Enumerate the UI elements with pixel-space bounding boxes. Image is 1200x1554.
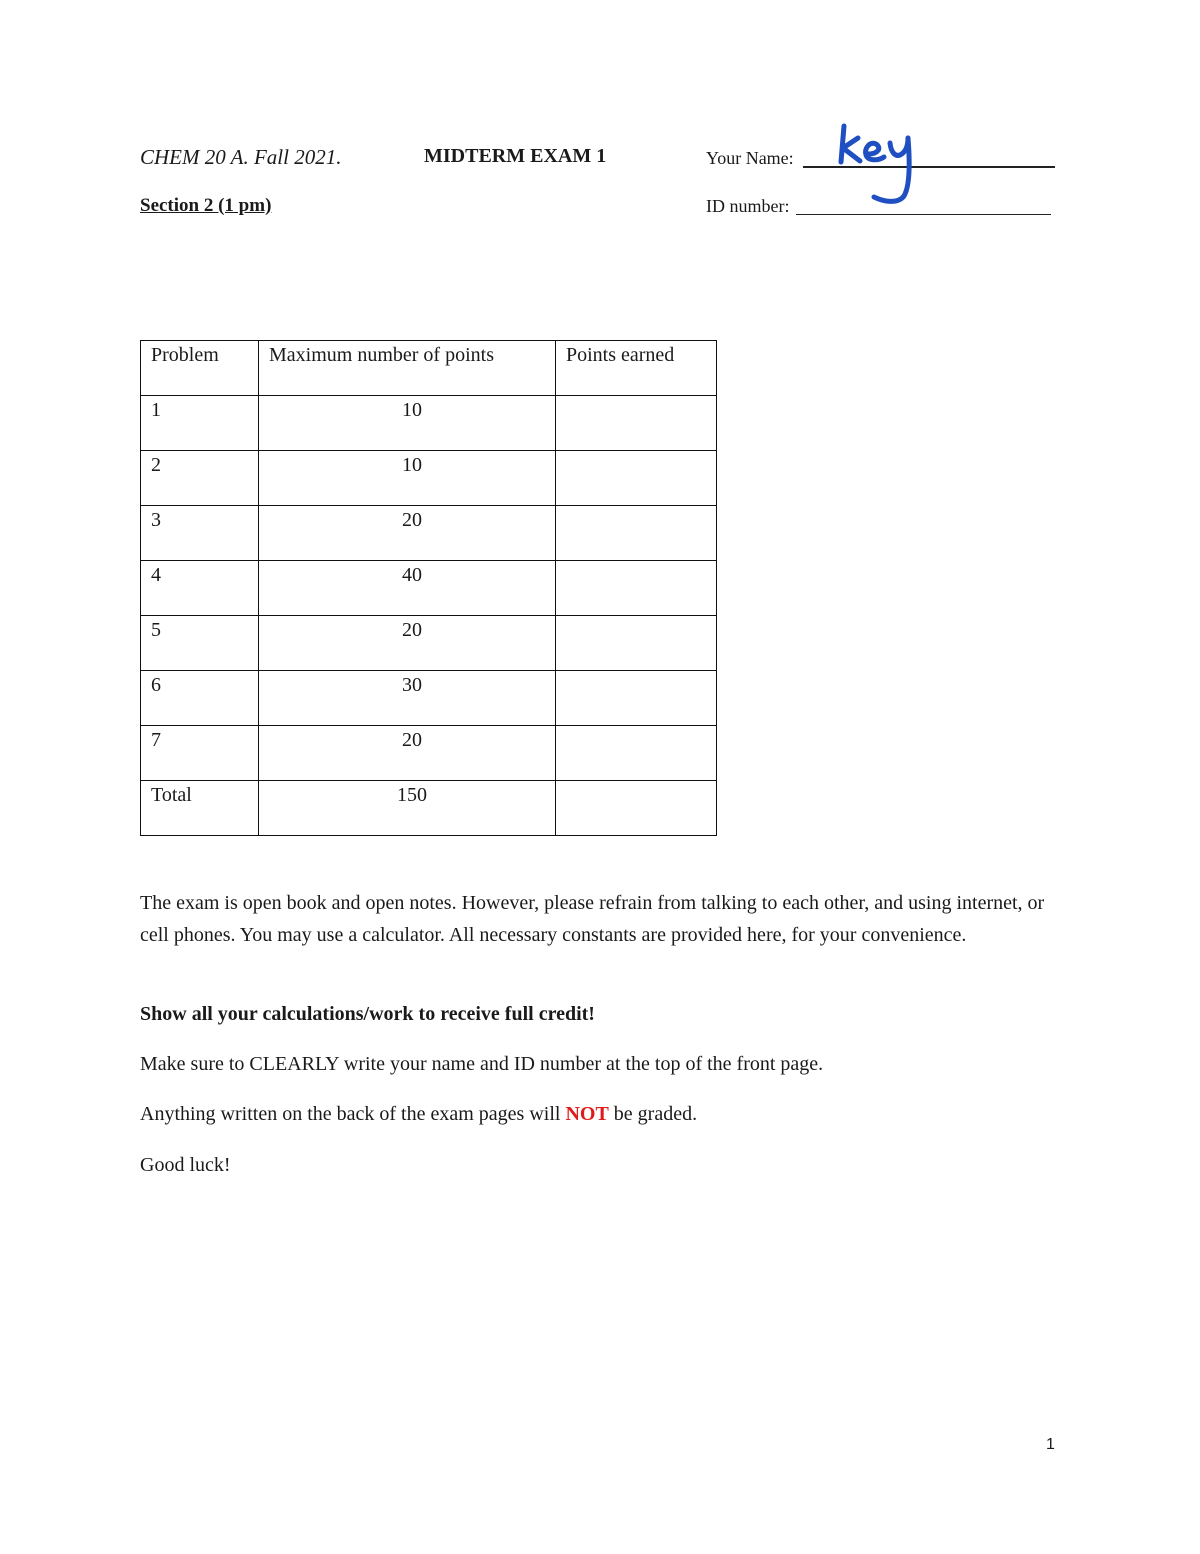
table-total-row — [141, 781, 717, 836]
points-earned-cell[interactable] — [556, 506, 717, 561]
table-row — [141, 671, 717, 726]
id-label: ID number: — [706, 196, 790, 216]
section-label: Section 2 (1 pm) — [140, 195, 272, 216]
problem-cell: 2 — [141, 451, 259, 506]
problem-cell: 6 — [141, 671, 259, 726]
total-max-points-cell: 150 — [259, 781, 556, 836]
exam-title: MIDTERM EXAM 1 — [424, 145, 607, 167]
not-emphasis: NOT — [565, 1103, 609, 1125]
points-earned-cell[interactable] — [556, 451, 717, 506]
table-row — [141, 726, 717, 781]
max-points-cell: 20 — [259, 506, 556, 561]
max-points-cell: 20 — [259, 616, 556, 671]
back-pages-note — [140, 1103, 697, 1126]
max-points-cell: 10 — [259, 451, 556, 506]
problem-cell: 3 — [141, 506, 259, 561]
table-row — [141, 451, 717, 506]
points-earned-cell[interactable] — [556, 671, 717, 726]
instructions-paragraph: The exam is open book and open notes. However, please refrain from talking to each other, and using internet, or cell phones. You may use a calculator. All necessary constants are provided here, for your convenience. — [140, 892, 1045, 946]
max-points-cell: 20 — [259, 726, 556, 781]
table-header-row — [141, 341, 717, 396]
column-header-points-earned: Points earned — [556, 341, 717, 396]
points-earned-cell[interactable] — [556, 561, 717, 616]
max-points-cell: 30 — [259, 671, 556, 726]
column-header-max-points: Maximum number of points — [259, 341, 556, 396]
course-title: CHEM 20 A. Fall 2021. — [140, 145, 342, 169]
table-row — [141, 396, 717, 451]
show-work-note: Show all your calculations/work to receive full credit! — [140, 1003, 595, 1025]
table-row — [141, 561, 717, 616]
problem-cell: 5 — [141, 616, 259, 671]
problem-cell: 1 — [141, 396, 259, 451]
back-pages-note-end: be graded. — [608, 1103, 698, 1125]
name-label: Your Name: — [706, 148, 794, 168]
points-earned-cell[interactable] — [556, 396, 717, 451]
name-id-note: Make sure to CLEARLY write your name and ID number at the top of the front page. — [140, 1053, 824, 1075]
problem-cell: 7 — [141, 726, 259, 781]
good-luck-note: Good luck! — [140, 1154, 231, 1176]
points-earned-cell[interactable] — [556, 726, 717, 781]
page-number: 1 — [1046, 1436, 1055, 1453]
max-points-cell: 10 — [259, 396, 556, 451]
total-label-cell: Total — [141, 781, 259, 836]
handwritten-key-signature — [838, 118, 920, 214]
total-points-earned-cell[interactable] — [556, 781, 717, 836]
points-earned-cell[interactable] — [556, 616, 717, 671]
id-field-line — [796, 214, 1051, 215]
score-table — [140, 340, 717, 836]
table-row — [141, 616, 717, 671]
back-pages-note-start: Anything written on the back of the exam pages will — [140, 1103, 566, 1125]
max-points-cell: 40 — [259, 561, 556, 616]
column-header-problem: Problem — [141, 341, 259, 396]
table-row — [141, 506, 717, 561]
problem-cell: 4 — [141, 561, 259, 616]
